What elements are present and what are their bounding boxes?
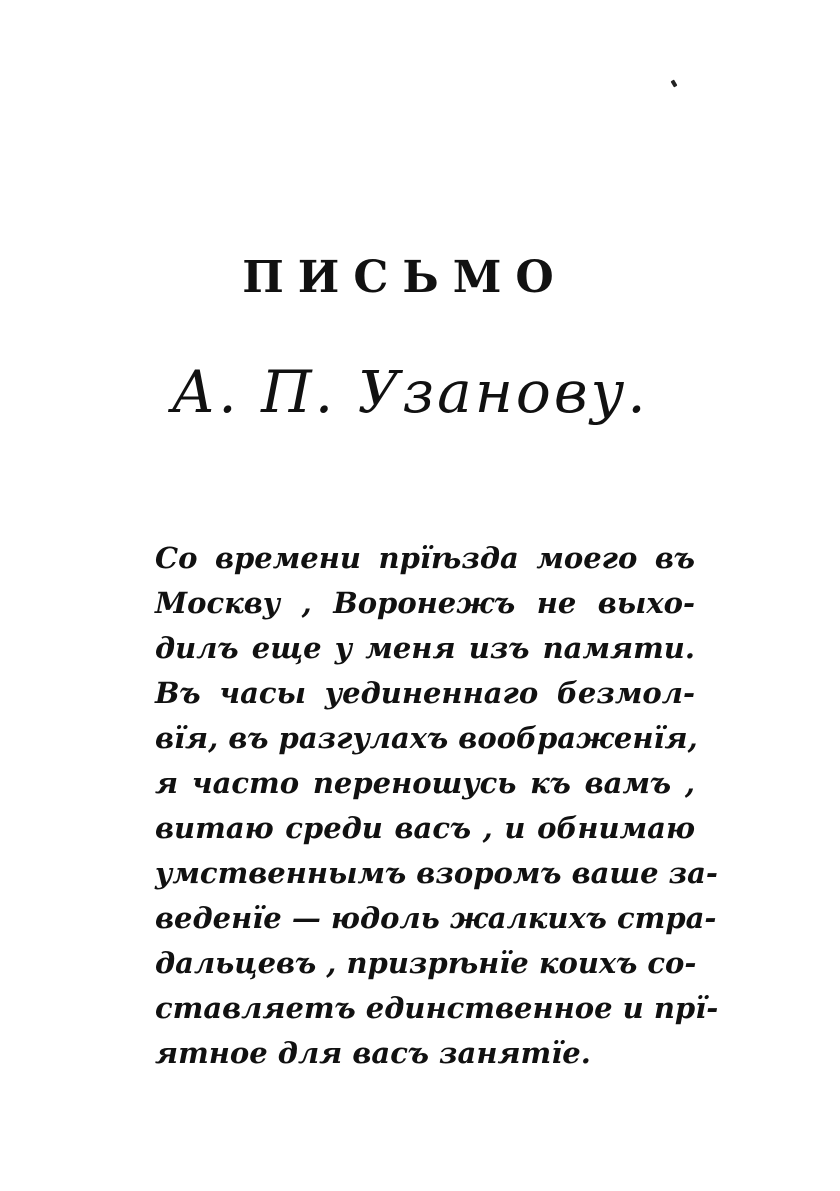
body-line: ставляетъ единственное и прї- <box>155 991 719 1025</box>
body-line: я часто переношусь къ вамъ , <box>155 766 695 800</box>
body-line: вїя, въ разгулахъ воображенїя, <box>155 721 698 755</box>
addressee-line: А. П. Узанову. <box>171 358 649 426</box>
body-line: умственнымъ взоромъ ваше за- <box>155 856 718 890</box>
body-line: Въ часы уединеннаго безмол- <box>155 676 695 710</box>
body-line: витаю среди васъ , и обнимаю <box>155 811 695 845</box>
letter-body <box>155 536 719 1076</box>
body-line: Со времени прїѣзда моего въ <box>155 541 695 575</box>
body-line: ятное для васъ занятїе. <box>155 1036 591 1070</box>
ink-speck <box>671 79 678 87</box>
body-line: дальцевъ , призрѣнїе коихъ со- <box>155 946 697 980</box>
body-line: дилъ еще у меня изъ памяти. <box>155 631 695 665</box>
body-line: веденїе — юдоль жалкихъ стра- <box>155 901 717 935</box>
body-line: Москву , Воронежъ не выхо- <box>155 586 695 620</box>
page-heading: ПИСЬМО <box>242 252 568 303</box>
